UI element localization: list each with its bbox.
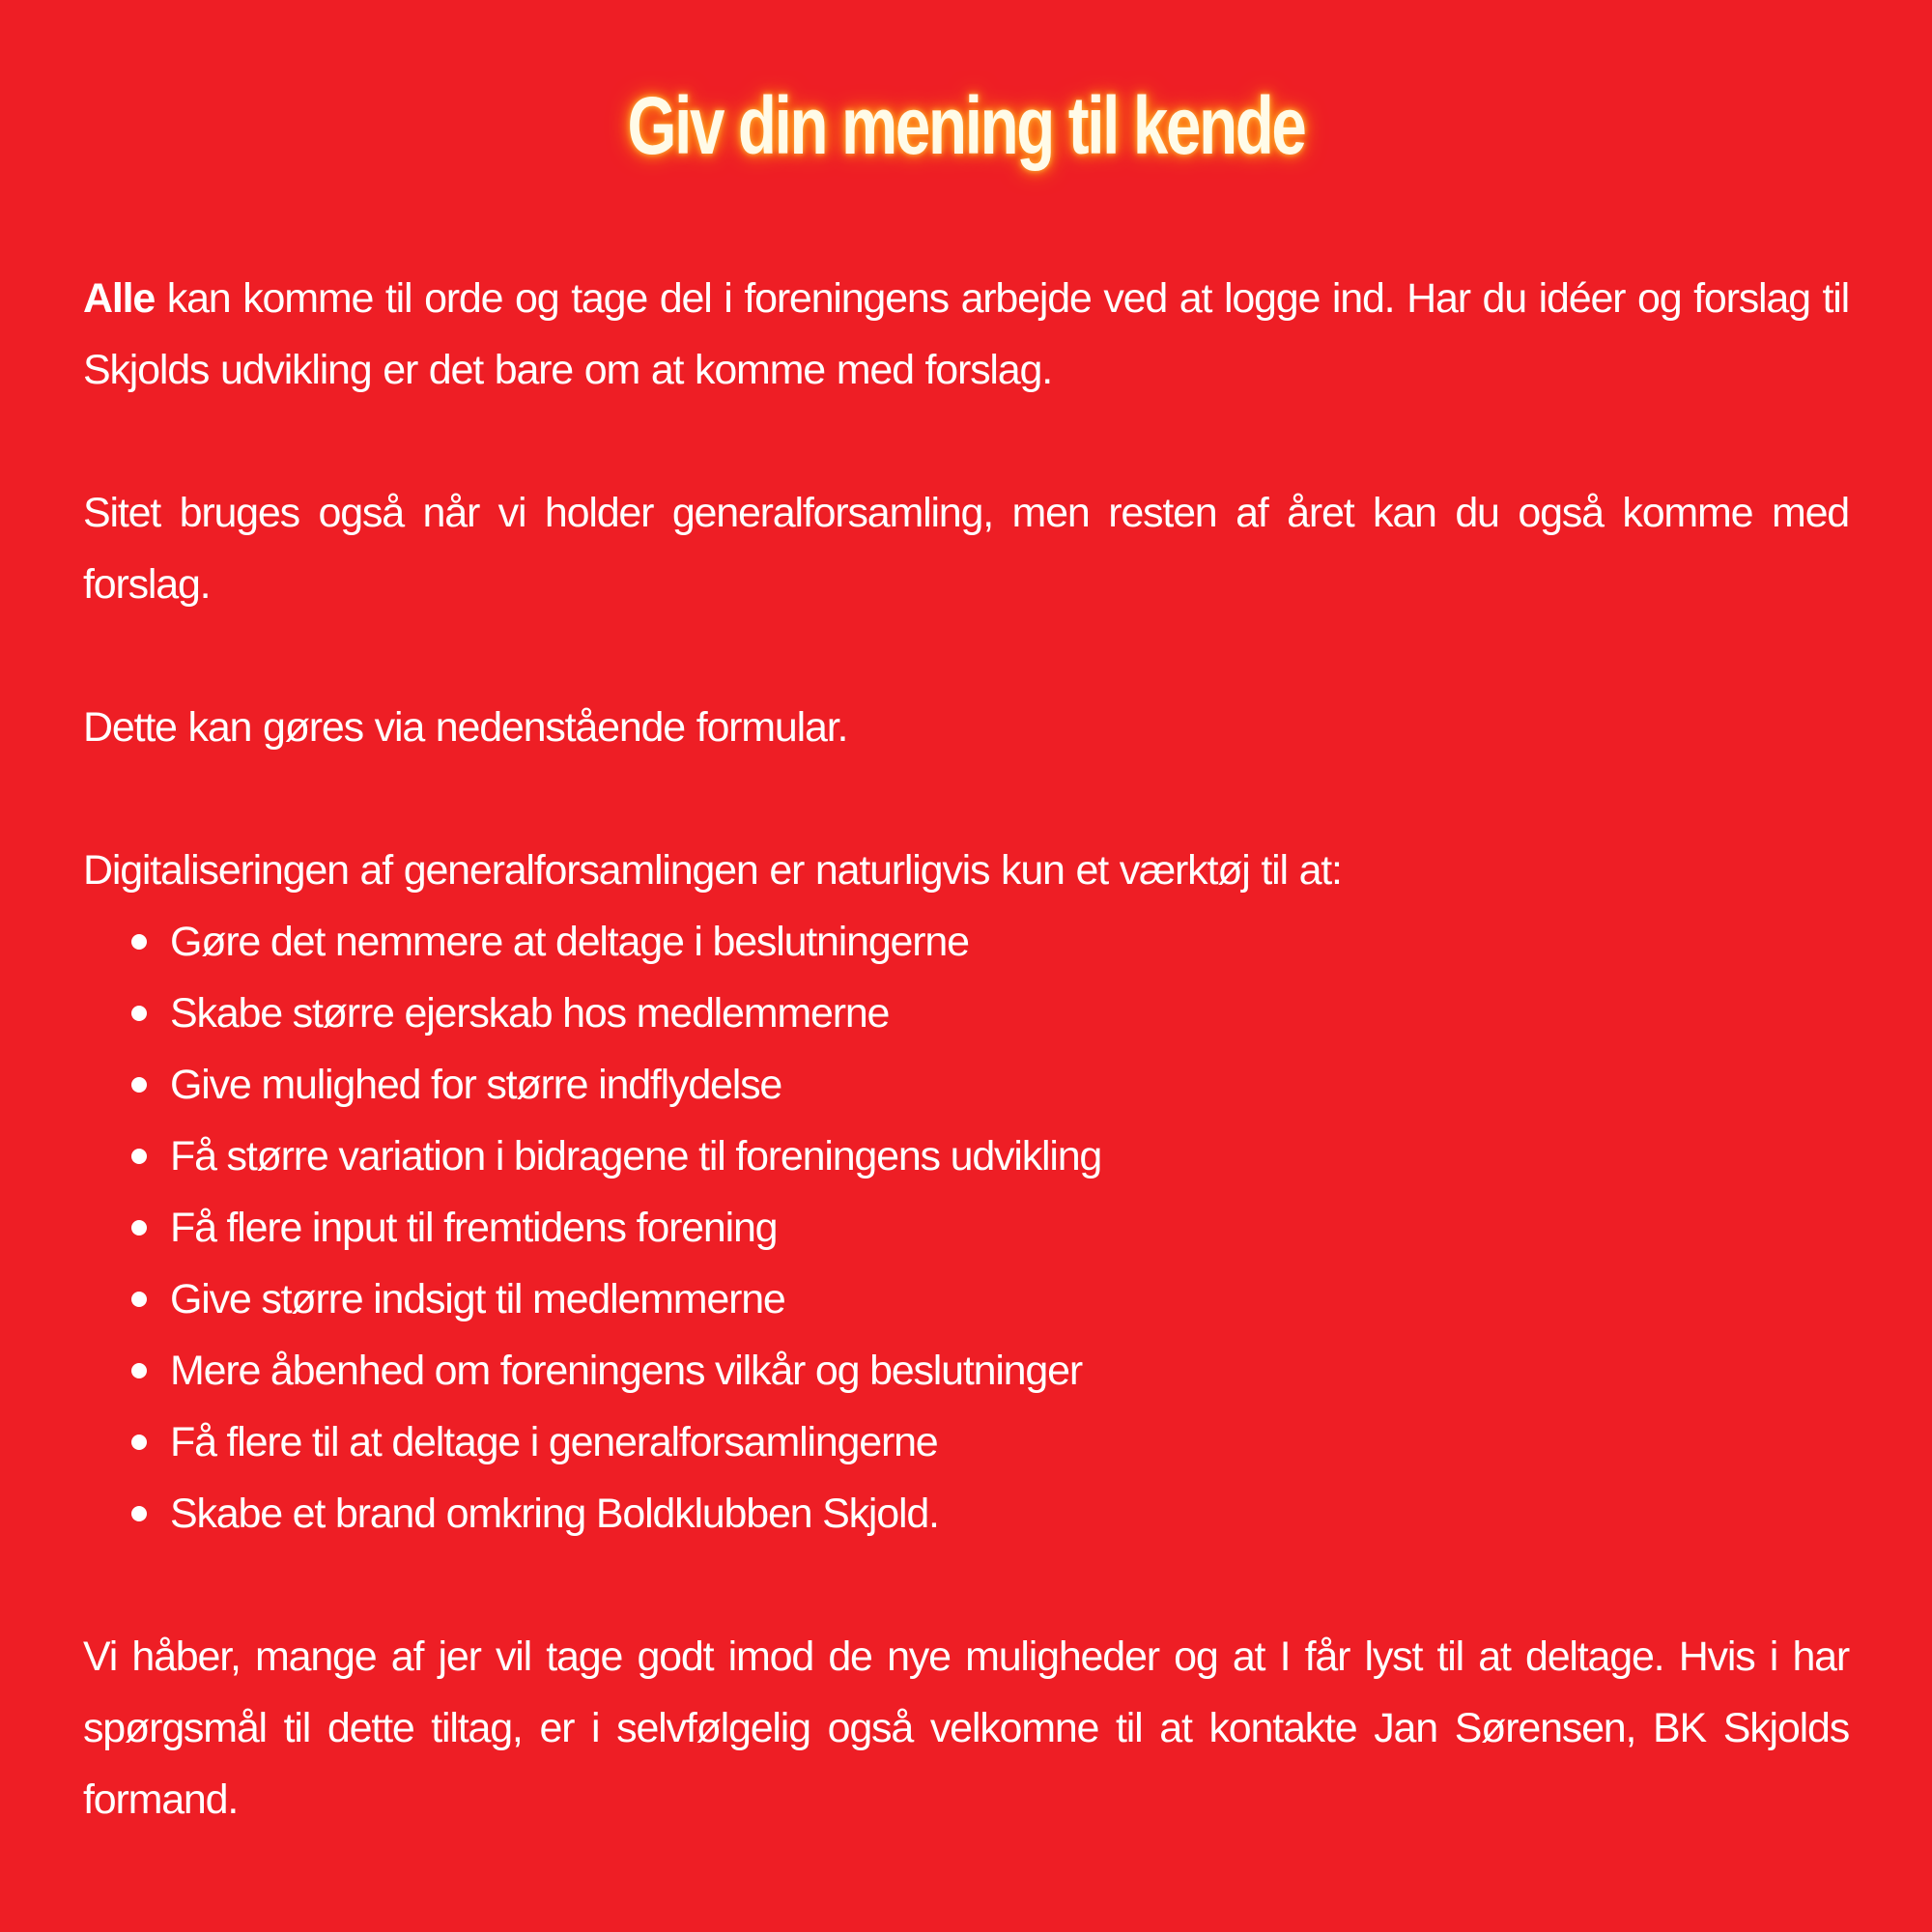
form-paragraph: Dette kan gøres via nedenstående formular. — [83, 704, 848, 751]
list-item-text: Mere åbenhed om foreningens vilkår og beslutninger — [170, 1348, 1082, 1394]
main-content — [83, 263, 1849, 1835]
bullet-icon — [131, 1363, 147, 1378]
intro-emphasis: Alle — [83, 275, 156, 322]
list-item-text: Skabe et brand omkring Boldklubben Skjold. — [170, 1491, 939, 1537]
list-item — [83, 1264, 1849, 1335]
list-item — [83, 1192, 1849, 1264]
bullet-icon — [131, 1220, 147, 1236]
bullet-icon — [131, 1006, 147, 1021]
bullet-icon — [131, 1506, 147, 1521]
bullet-icon — [131, 934, 147, 950]
bullet-icon — [131, 1435, 147, 1450]
list-item-text: Få større variation i bidragene til foreningens udvikling — [170, 1133, 1102, 1179]
closing-paragraph: Vi håber, mange af jer vil tage godt imod de nye muligheder og at I får lyst til at deltage. Hvis i har spørgsmål til dette tiltag, er i selvfølgelig også velkomne til at kontakte Jan Sørensen, BK Skjolds formand. — [83, 1634, 1849, 1823]
benefits-list — [83, 906, 1849, 1549]
list-item — [83, 1121, 1849, 1192]
bullet-icon — [131, 1292, 147, 1307]
list-item-text: Få flere til at deltage i generalforsamlingerne — [170, 1419, 938, 1465]
list-intro: Digitaliseringen af generalforsamlingen er naturligvis kun et værktøj til at: — [83, 847, 1342, 894]
list-item-text: Skabe større ejerskab hos medlemmerne — [170, 990, 890, 1037]
bullet-icon — [131, 1077, 147, 1093]
site-paragraph: Sitet bruges også når vi holder generalforsamling, men resten af året kan du også komme med forslag. — [83, 490, 1849, 608]
list-item — [83, 1335, 1849, 1406]
list-item-text: Give mulighed for større indflydelse — [170, 1062, 782, 1108]
intro-text: kan komme til orde og tage del i foreningens arbejde ved at logge ind. Har du idéer og forslag til Skjolds udvikling er det bare om at komme med forslag. — [83, 275, 1849, 393]
intro-paragraph — [83, 263, 1849, 406]
bullet-icon — [131, 1149, 147, 1164]
list-item — [83, 1478, 1849, 1549]
list-item — [83, 1049, 1849, 1121]
list-item-text: Give større indsigt til medlemmerne — [170, 1276, 785, 1322]
list-item-text: Gøre det nemmere at deltage i beslutningerne — [170, 919, 969, 965]
list-item — [83, 906, 1849, 978]
list-item-text: Få flere input til fremtidens forening — [170, 1205, 778, 1251]
list-item — [83, 978, 1849, 1049]
list-item — [83, 1406, 1849, 1478]
page-title: Giv din mening til kende — [627, 80, 1305, 171]
